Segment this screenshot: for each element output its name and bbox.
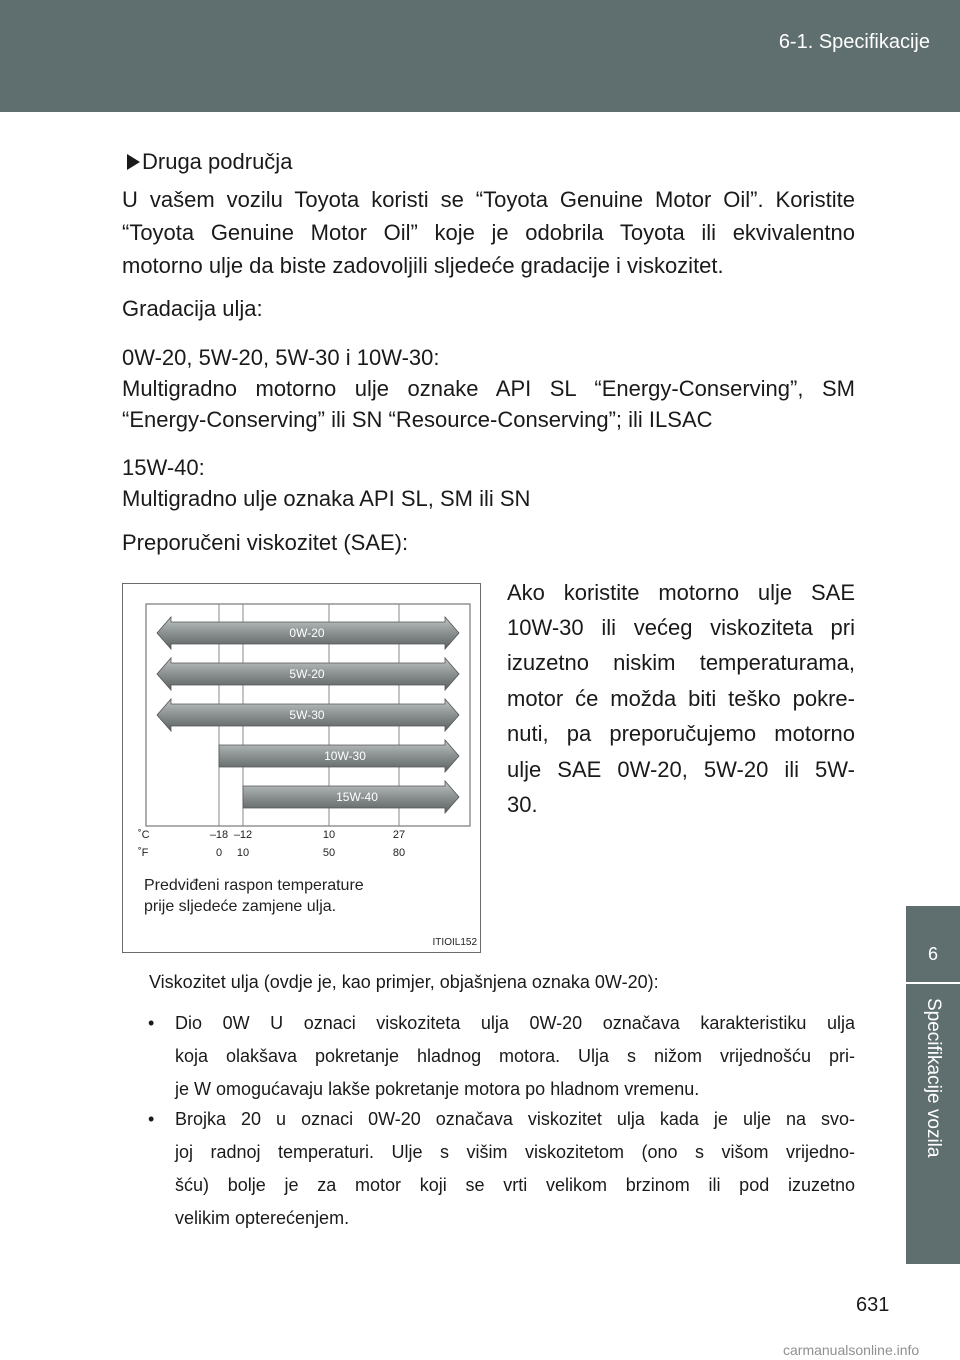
viscosity-bar-label: 0W-20	[289, 626, 325, 640]
chapter-number: 6	[927, 944, 938, 964]
viscosity-bar-label: 5W-20	[289, 667, 325, 681]
fahrenheit-tick-label: 80	[392, 847, 406, 859]
grade-a-line: Multigradno motorno ulje oznake API SL “Energy-Conserving”, SM	[122, 376, 855, 401]
side-note-line: nuti, pa preporučujemo motorno	[507, 721, 855, 746]
intro-line: “Toyota Genuine Motor Oil” koje je odobrila Toyota ili ekvivalentno	[122, 220, 855, 245]
chapter-side-band	[906, 984, 960, 1264]
celsius-tick-label: 10	[322, 829, 336, 841]
side-note-line: 10W-30 ili većeg viskoziteta pri	[507, 615, 855, 640]
bullet2-line: velikim opterećenjem.	[175, 1208, 350, 1228]
watermark: carmanualsonline.info	[783, 1342, 920, 1358]
viscosity-bar-label: 10W-30	[324, 749, 366, 763]
side-note-line: motor će možda biti teško pokre-	[507, 686, 855, 711]
bullet2-line: joj radnoj temperaturi. Ulje s višim viskozitetom (ono s višom vrijedno-	[175, 1142, 855, 1162]
bullet2-line: šću) bolje je za motor koji se vrti velikom brzinom ili pod izuzetno	[175, 1175, 855, 1195]
grade-title: Gradacija ulja:	[122, 296, 263, 321]
fahrenheit-tick-label: 0	[215, 847, 223, 859]
section-heading	[127, 145, 860, 178]
axis-labels	[138, 829, 405, 859]
fahrenheit-tick-label: 50	[322, 847, 336, 859]
viscosity-figure	[122, 583, 481, 953]
fahrenheit-unit-label: ˚F	[138, 847, 149, 859]
grade-b-line: Multigradno ulje oznaka API SL, SM ili SN	[122, 486, 531, 511]
page-number: 631	[856, 1294, 890, 1316]
bullet-symbol: •	[148, 1109, 155, 1129]
side-note-line: Ako koristite motorno ulje SAE	[507, 580, 855, 605]
bullet1-line: je W omogućavaju lakše pokretanje motora po hladnom vremenu.	[175, 1079, 700, 1099]
side-note-line: izuzetno niskim temperaturama,	[507, 650, 855, 675]
viscosity-bar-label: 5W-30	[289, 708, 325, 722]
bullet-symbol: •	[148, 1013, 155, 1033]
side-note-line: 30.	[507, 792, 538, 817]
grade-a-line: “Energy-Conserving” ili SN “Resource-Conserving”; ili ILSAC	[122, 407, 713, 432]
viscosity-bar-label: 15W-40	[336, 790, 378, 804]
celsius-tick-label: –12	[233, 829, 253, 841]
bullet2-line: Brojka 20 u oznaci 0W-20 označava viskozitet ulja kada je ulje na svo-	[175, 1109, 855, 1129]
intro-line: motorno ulje da biste zadovoljili sljedeće gradacije i viskozitet.	[122, 253, 724, 278]
viscosity-chart	[123, 584, 480, 952]
figure-caption-line: Predviđeni raspon temperature	[144, 877, 364, 894]
bullet1-line: Dio 0W U oznaci viskoziteta ulja 0W-20 označava karakteristiku ulja	[175, 1013, 855, 1033]
intro-line: U vašem vozilu Toyota koristi se “Toyota Genuine Motor Oil”. Koristite	[122, 187, 855, 212]
chapter-label: Specifikacije vozila	[923, 998, 944, 1158]
section-title: 6-1. Specifikacije	[778, 31, 930, 53]
explain-intro: Viskozitet ulja (ovdje je, kao primjer, objašnjena oznaka 0W-20):	[149, 972, 659, 992]
triangle-bullet-icon	[127, 154, 140, 170]
grade-a-title: 0W-20, 5W-20, 5W-30 i 10W-30:	[122, 345, 440, 370]
bullet1-line: koja olakšava pokretanje hladnog motora. Ulja s nižom vrijednošću pri-	[175, 1046, 855, 1066]
chapter-tab[interactable]	[906, 906, 960, 982]
viscosity-title: Preporučeni viskozitet (SAE):	[122, 530, 409, 555]
header-band	[0, 0, 960, 112]
side-note-line: ulje SAE 0W-20, 5W-20 ili 5W-	[507, 757, 855, 782]
figure-id: ITIOIL152	[432, 937, 477, 948]
celsius-unit-label: ˚C	[138, 829, 150, 841]
grade-b-title: 15W-40:	[122, 455, 205, 480]
figure-caption-line: prije sljedeće zamjene ulja.	[144, 898, 337, 915]
celsius-tick-label: 27	[392, 829, 406, 841]
celsius-tick-label: –18	[209, 829, 229, 841]
fahrenheit-tick-label: 10	[236, 847, 250, 859]
heading-text: Druga područja	[142, 149, 293, 174]
